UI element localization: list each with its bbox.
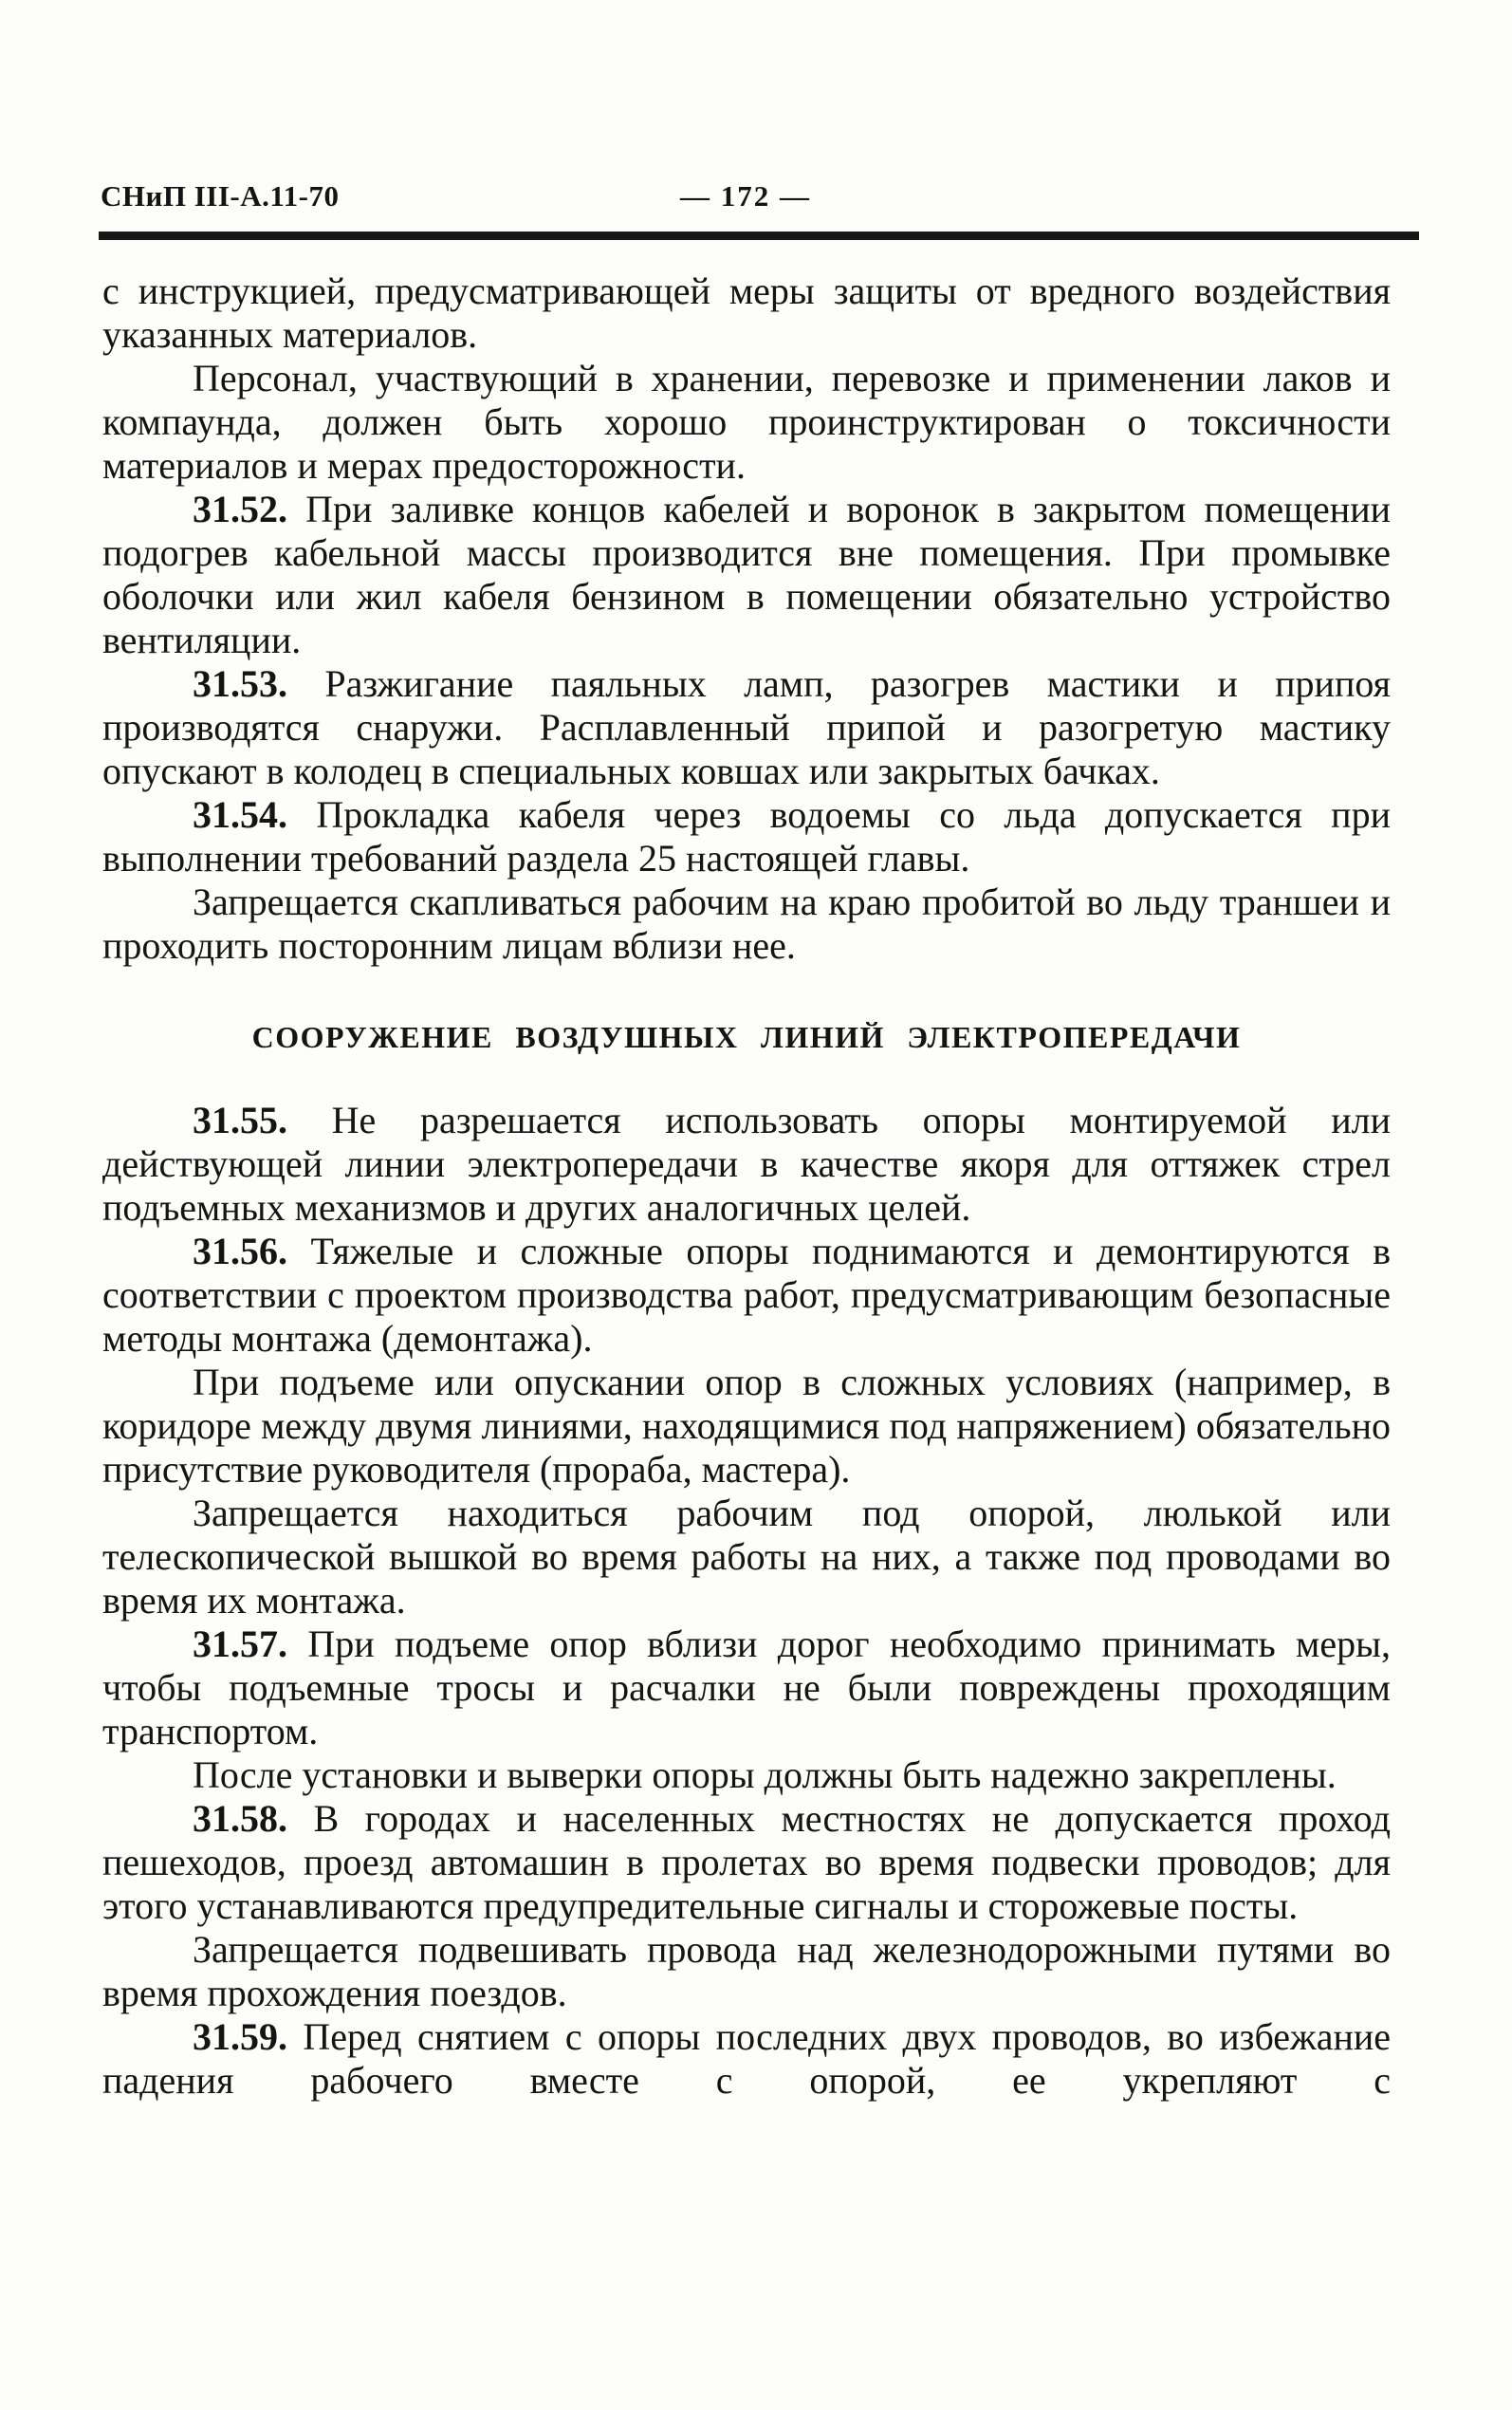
paragraph-text: При заливке концов кабелей и воронок в закрытом помещении подогрев кабельной массы производится вне помещения. При промывке оболочки или жил кабеля бензином в помещении обязательно устройство вентиляции. bbox=[102, 488, 1392, 661]
paragraph bbox=[102, 793, 1391, 881]
clause-number: 31.54. bbox=[193, 793, 287, 836]
clause-number: 31.52. bbox=[193, 488, 287, 530]
doc-code: СНиП III-А.11-70 bbox=[101, 179, 340, 213]
clause-number: 31.59. bbox=[193, 2015, 287, 2058]
header-rule bbox=[99, 232, 1419, 240]
paragraph-text: с инструкцией, предусматривающей меры защиты от вредного воздействия указанных материалов. bbox=[102, 269, 1391, 356]
paragraph bbox=[102, 1622, 1391, 1753]
paragraph-text: Персонал, участвующий в хранении, перевозке и применении лаков и компаунда, должен быть хорошо проинструктирован о токсичности материалов и мерах предосторожности. bbox=[102, 357, 1391, 487]
paragraph-text: Прокладка кабеля через водоемы со льда допускается при выполнении требований раздела 25 настоящей главы. bbox=[102, 793, 1391, 880]
section-heading: СООРУЖЕНИЕ ВОЗДУШНЫХ ЛИНИЙ ЭЛЕКТРОПЕРЕДАЧИ bbox=[251, 1020, 1242, 1054]
paragraph bbox=[102, 881, 1391, 968]
paragraph-text: Запрещается подвешивать провода над железнодорожными путями во время прохождения поездов. bbox=[102, 1928, 1391, 2014]
paragraph bbox=[102, 2015, 1391, 2103]
clause-number: 31.58. bbox=[193, 1797, 287, 1840]
paragraph-text: Не разрешается использовать опоры монтируемой или действующей линии электропередачи в качестве якоря для оттяжек стрел подъемных механизмов и других аналогичных целей. bbox=[102, 1099, 1391, 1229]
paragraph-text: Запрещается находиться рабочим под опорой, люлькой или телескопической вышкой во время работы на них, а также под проводами во время их монтажа. bbox=[102, 1492, 1391, 1622]
paragraph bbox=[102, 357, 1391, 488]
paragraph-text: Разжигание паяльных ламп, разогрев мастики и припоя производятся снаружи. Расплавленный припой и разогретую мастику опускают в колодец в специальных ковшах или закрытых бачках. bbox=[102, 662, 1392, 792]
paragraph-text: Тяжелые и сложные опоры поднимаются и демонтируются в соответствии с проектом производства работ, предусматривающим безопасные методы монтажа (демонтажа). bbox=[102, 1230, 1392, 1360]
paragraph bbox=[102, 1361, 1391, 1492]
paragraph-text: В городах и населенных местностях не допускается проход пешеходов, проезд автомашин в пролетах во время подвески проводов; для этого устанавливаются предупредительные сигналы и сторожевые посты. bbox=[102, 1797, 1391, 1927]
paragraph-text: При подъеме или опускании опор в сложных условиях (например, в коридоре между двумя линиями, находящимися под напряжением) обязательно присутствие руководителя (прораба, мастера). bbox=[102, 1361, 1391, 1491]
page-header bbox=[101, 180, 1391, 218]
page-number: — 172 — bbox=[680, 179, 811, 213]
paragraph bbox=[102, 1230, 1391, 1361]
paragraph-text: Перед снятием с опоры последних двух проводов, во избежание падения рабочего вместе с опорой, ее укрепляют с bbox=[102, 2015, 1392, 2102]
clause-number: 31.57. bbox=[193, 1622, 287, 1665]
paragraph bbox=[102, 1099, 1391, 1230]
paragraph-text: Запрещается скапливаться рабочим на краю пробитой во льду траншеи и проходить посторонним лицам вблизи нее. bbox=[102, 881, 1391, 967]
paragraph-text: При подъеме опор вблизи дорог необходимо принимать меры, чтобы подъемные тросы и расчалки не были повреждены проходящим транспортом. bbox=[102, 1622, 1391, 1752]
paragraph bbox=[102, 662, 1391, 793]
paragraph bbox=[102, 488, 1391, 662]
paragraph bbox=[102, 269, 1391, 357]
clause-number: 31.56. bbox=[193, 1230, 287, 1272]
paragraph bbox=[102, 1753, 1391, 1797]
clause-number: 31.55. bbox=[193, 1099, 287, 1141]
document-body bbox=[102, 269, 1391, 2103]
paragraph bbox=[102, 1797, 1391, 1928]
paragraph-text: После установки и выверки опоры должны быть надежно закреплены. bbox=[193, 1753, 1337, 1796]
clause-number: 31.53. bbox=[193, 662, 287, 705]
paragraph bbox=[102, 1492, 1391, 1622]
paragraph bbox=[102, 1928, 1391, 2015]
